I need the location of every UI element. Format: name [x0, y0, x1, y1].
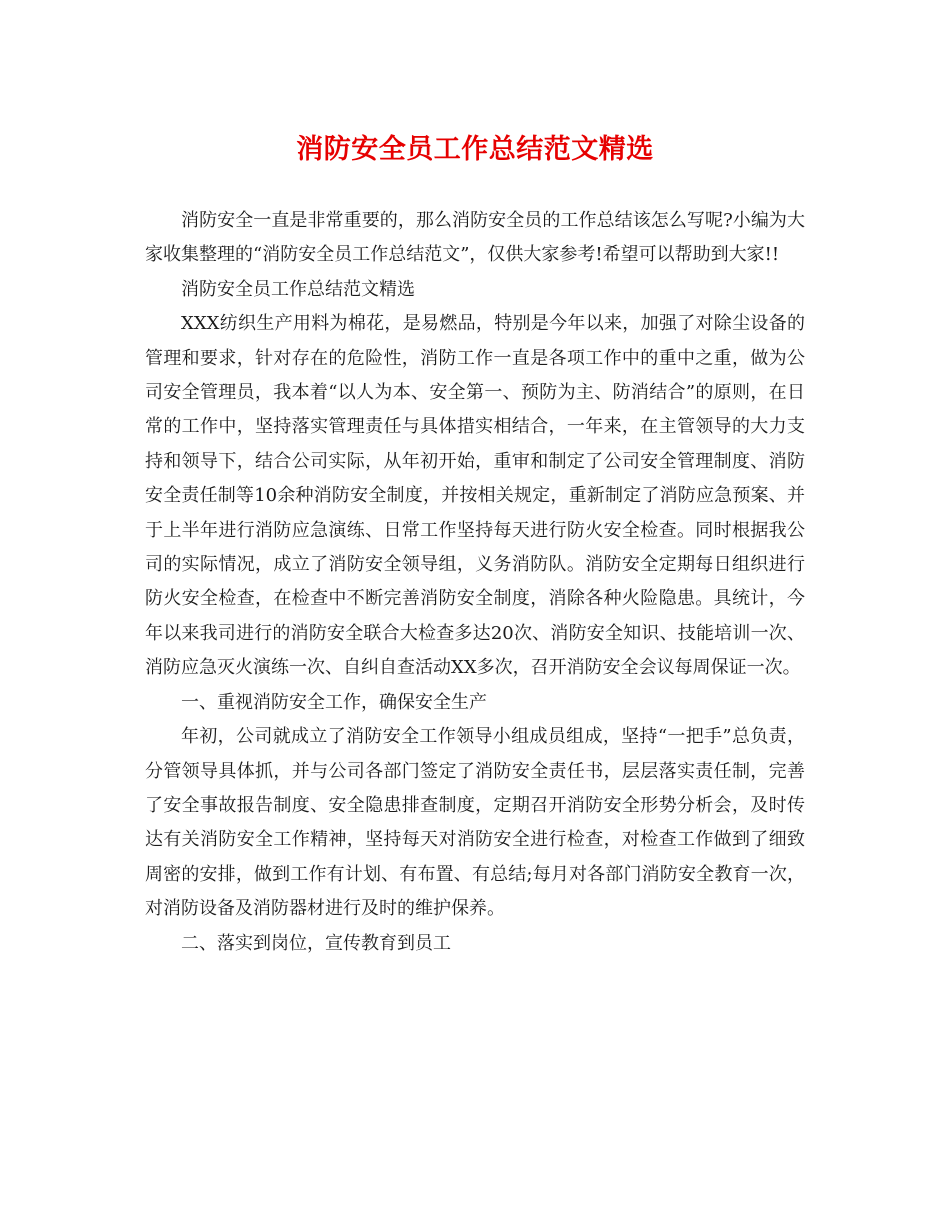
section-heading-2: 二、落实到岗位，宣传教育到员工: [181, 932, 451, 954]
document-title: 消防安全员工作总结范文精选: [296, 134, 654, 165]
document-body: [145, 204, 805, 961]
subtitle-paragraph: 消防安全员工作总结范文精选: [181, 278, 415, 300]
intro-paragraph: 消防安全一直是非常重要的，那么消防安全员的工作总结该怎么写呢?小编为大家收集整理的“消防安全员工作总结范文”，仅供大家参考!希望可以帮助到大家!!: [145, 210, 805, 266]
overview-paragraph: XXX纺织生产用料为棉花，是易燃品，特别是今年以来，加强了对除尘设备的管理和要求，针对存在的危险性，消防工作一直是各项工作中的重中之重，做为公司安全管理员，我本着“以人为本、安全第一、预防为主、防消结合”的原则，在日常的工作中，坚持落实管理责任与具体措实相结合，一年来，在主管领导的大力支持和领导下，结合公司实际，从年初开始，重审和制定了公司安全管理制度、消防安全责任制等10余种消防安全制度，并按相关规定，重新制定了消防应急预案、并于上半年进行消防应急演练、日常工作坚持每天进行防火安全检查。同时根据我公司的实际情况，成立了消防安全领导组，义务消防队。消防安全定期每日组织进行防火安全检查，在检查中不断完善消防安全制度，消除各种火险隐患。具统计，今年以来我司进行的消防安全联合大检查多达20次、消防安全知识、技能培训一次、消防应急灭火演练一次、自纠自查活动XX多次，召开消防安全会议每周保证一次。: [145, 313, 805, 679]
section-heading-1: 一、重视消防安全工作，确保安全生产: [181, 691, 487, 713]
section-1-paragraph: 年初，公司就成立了消防安全工作领导小组成员组成，坚持“一把手”总负责，分管领导具体抓，并与公司各部门签定了消防安全责任书，层层落实责任制，完善了安全事故报告制度、安全隐患排查制度，定期召开消防安全形势分析会，及时传达有关消防安全工作精神，坚持每天对消防安全进行检查，对检查工作做到了细致周密的安排，做到工作有计划、有布置、有总结;每月对各部门消防安全教育一次，对消防设备及消防器材进行及时的维护保养。: [145, 726, 805, 920]
